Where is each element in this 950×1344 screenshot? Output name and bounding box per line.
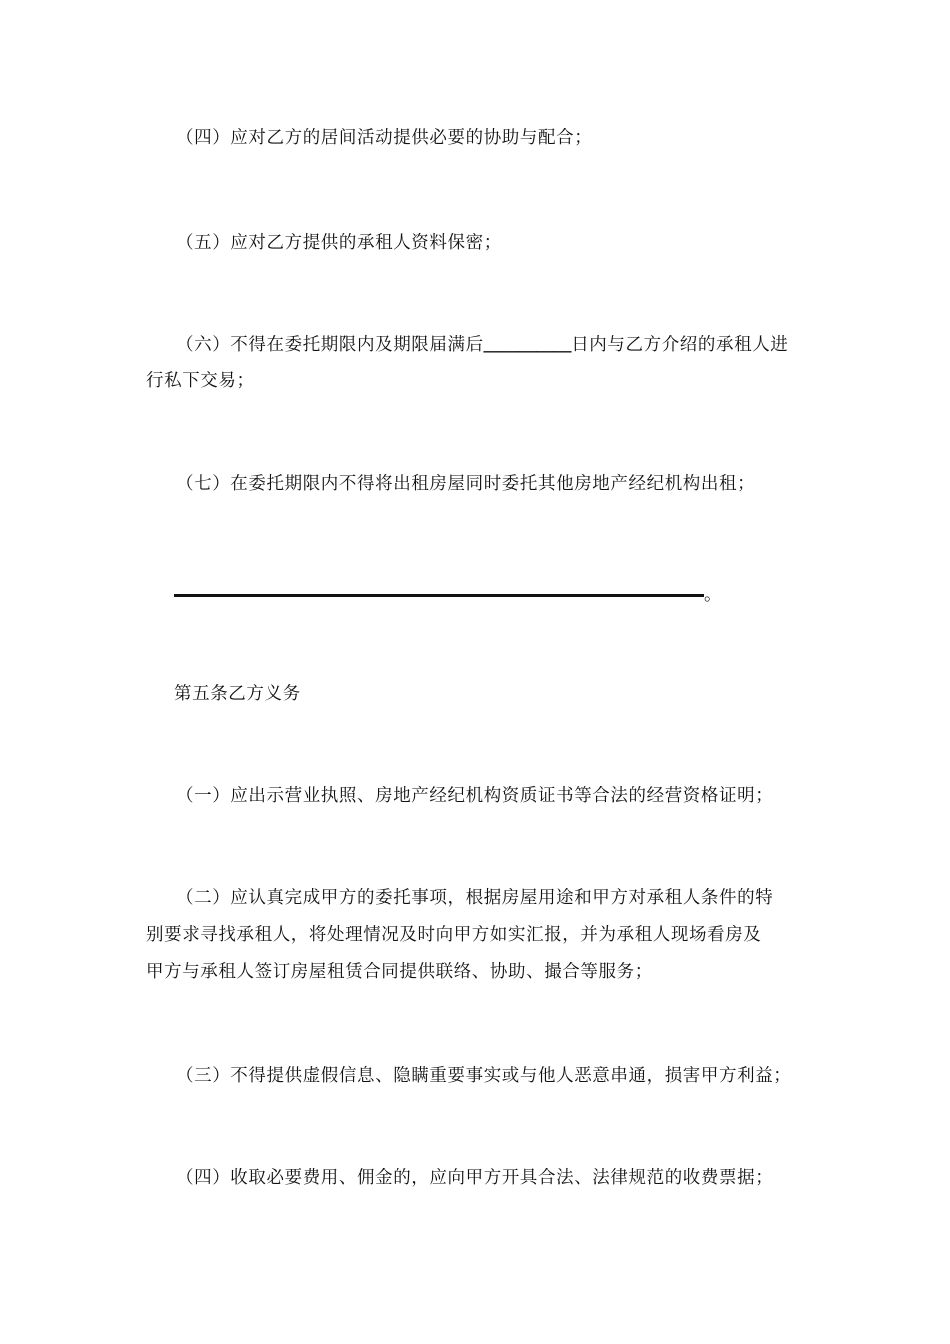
party-a-item-6-text-after: 日内与乙方介绍的承租人进: [571, 335, 789, 355]
party-b-item-4: （四）收取必要费用、佣金的，应向甲方开具合法、法律规范的收费票据；: [176, 1168, 774, 1188]
days-blank-field: ＿＿＿＿＿: [483, 335, 572, 355]
party-a-item-4: （四）应对乙方的居间活动提供必要的协助与配合；: [176, 128, 593, 148]
party-b-item-1: （一）应出示营业执照、房地产经纪机构资质证书等合法的经营资格证明；: [176, 786, 774, 806]
blank-underline: [174, 594, 704, 597]
party-a-item-6-text-before: （六）不得在委托期限内及期限届满后: [176, 335, 484, 355]
party-b-item-3: （三）不得提供虚假信息、隐瞒重要事实或与他人恶意串通，损害甲方利益；: [176, 1066, 792, 1086]
blank-clause-period: 。: [704, 585, 722, 605]
blank-clause-line: [174, 583, 734, 607]
party-a-item-5: （五）应对乙方提供的承租人资料保密；: [176, 233, 502, 253]
article-5-heading: 第五条乙方义务: [174, 684, 301, 704]
party-b-item-2-line3: 甲方与承租人签订房屋租赁合同提供联络、协助、撮合等服务；: [146, 962, 653, 982]
party-a-item-6-line2: 行私下交易；: [146, 371, 255, 391]
party-a-item-6-line1: [176, 333, 856, 357]
party-b-item-2-line1: （二）应认真完成甲方的委托事项，根据房屋用途和甲方对承租人条件的特: [176, 888, 774, 908]
party-a-item-7: （七）在委托期限内不得将出租房屋同时委托其他房地产经纪机构出租；: [176, 474, 756, 494]
party-b-item-2-line2: 别要求寻找承租人，将处理情况及时向甲方如实汇报，并为承租人现场看房及: [146, 925, 762, 945]
